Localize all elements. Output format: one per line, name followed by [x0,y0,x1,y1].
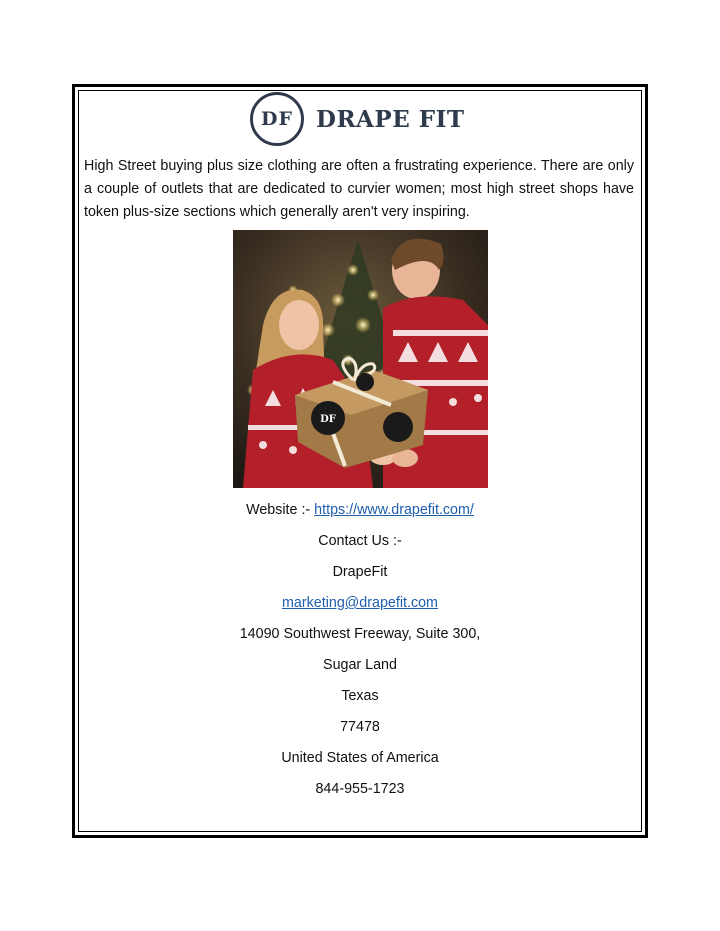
logo-wordmark: DRAPE FIT [316,105,465,133]
country-line: United States of America [281,750,439,766]
email-link[interactable]: marketing@drapefit.com [282,595,438,611]
website-label: Website :- [246,502,315,518]
address-line: 14090 Southwest Freeway, Suite 300, [239,626,481,642]
state-line: Texas [341,688,379,704]
phone-line: 844-955-1723 [315,781,405,797]
city-line: Sugar Land [323,657,397,673]
contact-heading: Contact Us :- [318,533,402,549]
website-link[interactable]: https://www.drapefit.com/ [314,502,474,518]
drapefit-logo [250,90,470,148]
company-name: DrapeFit [332,564,388,580]
gift-sticker-text: DF [320,414,336,425]
website-line [72,502,648,518]
zip-line: 77478 [340,719,380,735]
intro-paragraph: High Street buying plus size clothing are often a frustrating experience. There are only a couple of outlets that are dedicated to curvier women; most high street shops have token plus-size sections which generally aren't very inspiring. [84,158,634,220]
couple-gift-photo [233,230,488,488]
logo-monogram: DF [250,92,304,146]
email-line [72,595,648,611]
